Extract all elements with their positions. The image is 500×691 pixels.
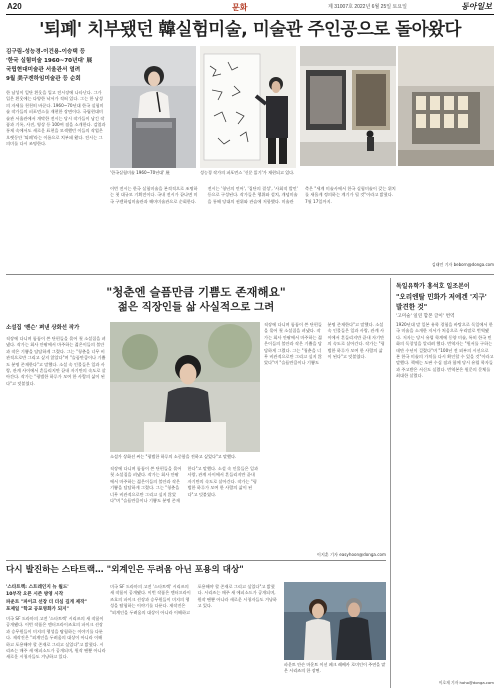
- deck-line: 김구림-성능경-이건용-이승택 등: [6, 49, 86, 55]
- article3-boxhead: 독일유학가 홍석호 일조본이: [396, 283, 470, 290]
- photo-caption-right: 성능경 작가의 퍼포먼스 '신문 읽기'가 재현되고 있다.: [200, 170, 295, 175]
- article3-body: 1920년대 말 일본 유학 경험을 바탕으로 독일에서 한국 미술을 소개한 저서가 처음으로 우리말로 번역됐다. 저자는 당시 유럽 학계에 동양 미술, 특히 한국 민화의 독창성을 알리려 했다. 번역자는 "원서를 구하는 데만 수년이 걸렸다"며 "100년 전 외부의 시선으로 본 한국 미술의 가치를 다시 확인할 수 있을 것"이라고 말했다. 책에는 도판 수십 점과 함께 당시 유럽 학자들과 주고받은 서신도 실렸다. 번역본은 원문의 문체를 최대한 살렸다.: [396, 322, 494, 379]
- article3-subhead: '고미술' 일연 합본 글이' 번역: [396, 314, 455, 319]
- article4-body-right: 미국 SF 드라마의 고전 '스타트렉' 시리즈의 새 작품이 공개됐다. 이번 작품은 엔터프라이즈호의 파이크 선장과 승무원들이 미지의 행성을 탐험하는 이야기를 다룬다. 제작진은 "외계인을 두려움의 대상이 아니라 이해하고 포용해야 할 존재로 그리고 싶었다"고 밝혔다. 시리즈는 매주 새 에피소드가 공개되며, 원작 팬뿐 아니라 새로운 시청자들도 겨냥하고 있다.: [110, 584, 277, 615]
- article2-body-bottom: 직장에 다니며 틈틈이 쓴 단편들을 묶어 첫 소설집을 펴냈다. 작가는 회사 안팎에서 마주하는 젊은이들의 불안과 작은 기쁨을 담담하게 그렸다. 그는 "청춘을 너무 비관적으로만 그리고 싶지 않았다"며 "슬픔만큼이나 기쁨도 분명 존재한다"고 말했다. 소설 속 인물들은 일과 사랑, 관계 사이에서 흔들리지만 끝내 자기만의 속도로 살아간다. 작가는 "평범한 하루가 모여 한 사람의 삶이 된다"고 덧붙였다.: [110, 466, 259, 504]
- deck-line: 국립현대미술관 서울관서 열려: [6, 67, 81, 73]
- section-divider: [6, 274, 494, 275]
- deck-line: '한국 실험미술 1960~70년대' 展: [6, 58, 93, 64]
- article4-headline: 다시 발진하는 스타트랙… "외계인은 두려움 아닌 포용의 대상": [6, 565, 244, 575]
- article1-byline: 김태언 기자 beborn@donga.com: [431, 262, 494, 267]
- article2-head: [6, 284, 386, 315]
- article4-deck: [6, 584, 106, 614]
- photo-author: [110, 322, 260, 452]
- article2-body-right: 직장에 다니며 틈틈이 쓴 단편들을 묶어 첫 소설집을 펴냈다. 작가는 회사 안팎에서 마주하는 젊은이들의 불안과 작은 기쁨을 담담하게 그렸다. 그는 "청춘을 너무 비관적으로만 그리고 싶지 않았다"며 "슬픔만큼이나 기쁨도 분명 존재한다"고 말했다. 소설 속 인물들은 일과 사랑, 관계 사이에서 흔들리지만 끝내 자기만의 속도로 살아간다. 작가는 "평범한 하루가 모여 한 사람의 삶이 된다"고 덧붙였다.: [264, 322, 385, 366]
- photo-startrek: [284, 582, 386, 660]
- article2-deck: 소설집 '벤슨' 펴낸 상화선 작가: [6, 325, 80, 331]
- headline-main: '퇴폐' 치부됐던 韓실험미술, 미술관 주인공으로 돌아왔다: [39, 20, 461, 40]
- deck-line: 9월 美구겐하임미술관 등 순회: [6, 76, 81, 82]
- column-divider: [390, 278, 391, 688]
- newspaper-logo: 동아일보: [461, 2, 492, 11]
- photo-speaker: [110, 46, 196, 168]
- article3-byline: 이호재 기자 hoho@donga.com: [438, 680, 494, 685]
- article3-head: [396, 282, 494, 320]
- page-number: A20: [7, 2, 22, 11]
- photo-caption-left: '한국실험미술 1960~70년대' 展: [110, 170, 170, 175]
- article2-headline: "청춘엔 슬픔만큼 기쁨도 존재해요": [106, 285, 286, 299]
- section-divider-bottom: [6, 560, 386, 561]
- article4-body-left: 미국 SF 드라마의 고전 '스타트렉' 시리즈의 새 작품이 공개됐다. 이번 작품은 엔터프라이즈호의 파이크 선장과 승무원들이 미지의 행성을 탐험하는 이야기를 다룬다. 제작진은 "외계인을 두려움의 대상이 아니라 이해하고 포용해야 할 존재로 그리고 싶었다"고 밝혔다. 시리즈는 매주 새 에피소드가 공개되며, 원작 팬뿐 아니라 새로운 시청자들도 겨냥하고 있다.: [6, 616, 106, 660]
- article1-body-left: 한 남성이 일단 흰옷을 입고 전시장에 나타난다. 그가 입은 흰옷에는 다양한 낙서가 적혀 있다. 그는 한 남성의 자세를 천천히 바꾼다. 1960~70년대 한국 실험미술 작가들의 퍼포먼스를 재현한 장면이다. 국립현대미술관 서울관에서 개막한 전시는 당시 작가들이 남긴 작품과 기록, 사진, 영상 등 100여 점을 소개한다. 검열과 통제 속에서도 새로운 표현을 모색했던 이들의 작업은 오랫동안 '퇴폐'라는 이름으로 치부돼 왔다. 전시는 그 의미를 다시 조명한다.: [6, 90, 106, 147]
- header-rule: [6, 14, 494, 15]
- issue-meta: 제 31007호 2022년 6월 25일 토요일: [328, 4, 407, 10]
- deck-line: 파운트 "파이크 선장 더 더심 깊게 제작": [6, 599, 87, 605]
- deck-line: '스타트렉: 스트레인지 뉴 월드': [6, 585, 69, 590]
- article2-caption: 소설가 상화선 씨는 "평범한 하루의 소중함을 전하고 싶었다"고 말했다.: [110, 454, 237, 459]
- article1-body-right: 이번 전시는 한국 실험미술을 본격적으로 조명하는 첫 대규모 기획전이다. 국내 전시가 끝나면 미국 구겐하임미술관과 해머미술관으로 순회한다. 전시는 '청년의 언어', '집단의 결성', '사회적 발언' 등으로 구성된다. 작가들은 행위와 설치, 개념미술을 통해 당대의 권위와 관습에 저항했다. 미술관 측은 "세계 미술사에서 한국 실험미술이 갖는 위치를 새롭게 정의하는 계기가 될 것"이라고 밝혔다. 7월 17일까지.: [110, 186, 396, 204]
- article2-subhead: 젊은 직장인들 삶 사실적으로 그려: [117, 301, 275, 313]
- deck-line: 10부작 오픈 시즌 방영 시작: [6, 592, 64, 598]
- article2-byline: 이지훈 기자 easyhoon@donga.com: [316, 552, 386, 557]
- article1-deck: [6, 48, 106, 84]
- article3-headline: "오리엔탈 민화가 저에겐 '지구' 발견한 것": [396, 293, 487, 311]
- section-label: 문화: [232, 3, 248, 12]
- photo-installation: [398, 46, 494, 166]
- photo-gallery: [300, 46, 396, 166]
- deck-line: 포제일 "학교 공포영화가 되지": [6, 607, 69, 613]
- article2-body-left: 직장에 다니며 틈틈이 쓴 단편들을 묶어 첫 소설집을 펴냈다. 작가는 회사 안팎에서 마주하는 젊은이들의 불안과 작은 기쁨을 담담하게 그렸다. 그는 "청춘을 너무 비관적으로만 그리고 싶지 않았다"며 "슬픔만큼이나 기쁨도 분명 존재한다"고 말했다. 소설 속 인물들은 일과 사랑, 관계 사이에서 흔들리지만 끝내 자기만의 속도로 살아간다. 작가는 "평범한 하루가 모여 한 사람의 삶이 된다"고 덧붙였다.: [6, 336, 106, 386]
- article4-caption: 파운트 안슨 마운트 이선 페크 레베카 로미인이 주연을 맡은 시리즈의 한 장면.: [284, 662, 386, 673]
- photo-performance: [200, 46, 296, 168]
